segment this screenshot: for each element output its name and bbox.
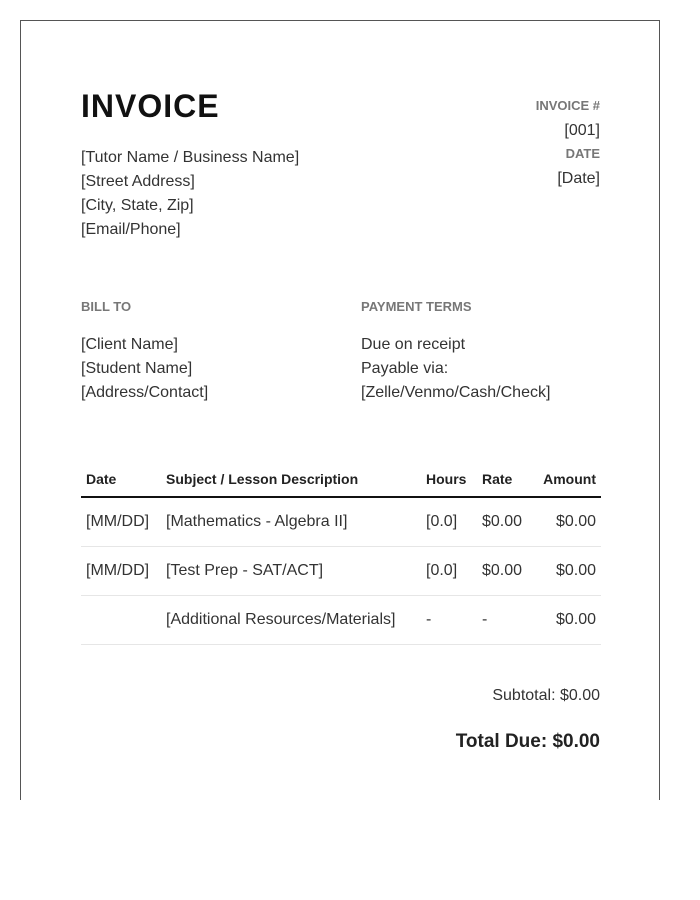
table-row [81, 497, 601, 547]
sender-name: [Tutor Name / Business Name] [81, 149, 300, 166]
client-address: [Address/Contact] [81, 384, 209, 401]
row-date [81, 596, 161, 645]
invoice-title: INVOICE [81, 88, 220, 124]
row-hours: - [421, 596, 477, 645]
client-name: [Client Name] [81, 336, 178, 353]
row-rate: $0.00 [477, 547, 537, 596]
row-description: [Test Prep - SAT/ACT] [161, 547, 421, 596]
payment-due: Due on receipt [361, 336, 466, 353]
table-row [81, 547, 601, 596]
invoice-number-label: INVOICE # [535, 98, 600, 113]
header-description: Subject / Lesson Description [161, 461, 421, 497]
row-date: [MM/DD] [81, 497, 161, 547]
invoice-date-value: [Date] [557, 170, 600, 187]
sender-address [81, 146, 299, 242]
row-rate: $0.00 [477, 497, 537, 547]
subtotal: Subtotal: $0.00 [492, 687, 600, 704]
payment-methods: [Zelle/Venmo/Cash/Check] [361, 384, 551, 401]
header-amount: Amount [537, 461, 601, 497]
invoice-page [20, 20, 660, 800]
header-hours: Hours [421, 461, 477, 497]
payment-terms-section [361, 299, 550, 405]
bill-to-label: BILL TO [81, 299, 132, 314]
invoice-date-label: DATE [565, 146, 600, 161]
header-date: Date [81, 461, 161, 497]
payment-terms-lines [361, 333, 550, 405]
bill-to-section [81, 299, 208, 405]
row-amount: $0.00 [537, 547, 601, 596]
row-description: [Additional Resources/Materials] [161, 596, 421, 645]
row-amount: $0.00 [537, 596, 601, 645]
invoice-number-block [536, 98, 600, 140]
student-name: [Student Name] [81, 360, 193, 377]
payment-terms-label: PAYMENT TERMS [361, 299, 472, 314]
sender-street: [Street Address] [81, 173, 195, 190]
row-rate: - [477, 596, 537, 645]
row-hours: [0.0] [421, 547, 477, 596]
row-amount: $0.00 [537, 497, 601, 547]
table-header-row [81, 461, 601, 497]
header-rate: Rate [477, 461, 537, 497]
total-due: Total Due: $0.00 [455, 731, 600, 752]
line-items-table [81, 461, 601, 645]
invoice-meta [536, 98, 600, 194]
row-description: [Mathematics - Algebra II] [161, 497, 421, 547]
bill-to-lines [81, 333, 208, 405]
invoice-date-block [536, 146, 600, 188]
table-row [81, 596, 601, 645]
invoice-number-value: [001] [564, 122, 600, 139]
sender-city: [City, State, Zip] [81, 197, 194, 214]
sender-contact: [Email/Phone] [81, 221, 181, 238]
payment-via: Payable via: [361, 360, 449, 377]
row-date: [MM/DD] [81, 547, 161, 596]
row-hours: [0.0] [421, 497, 477, 547]
